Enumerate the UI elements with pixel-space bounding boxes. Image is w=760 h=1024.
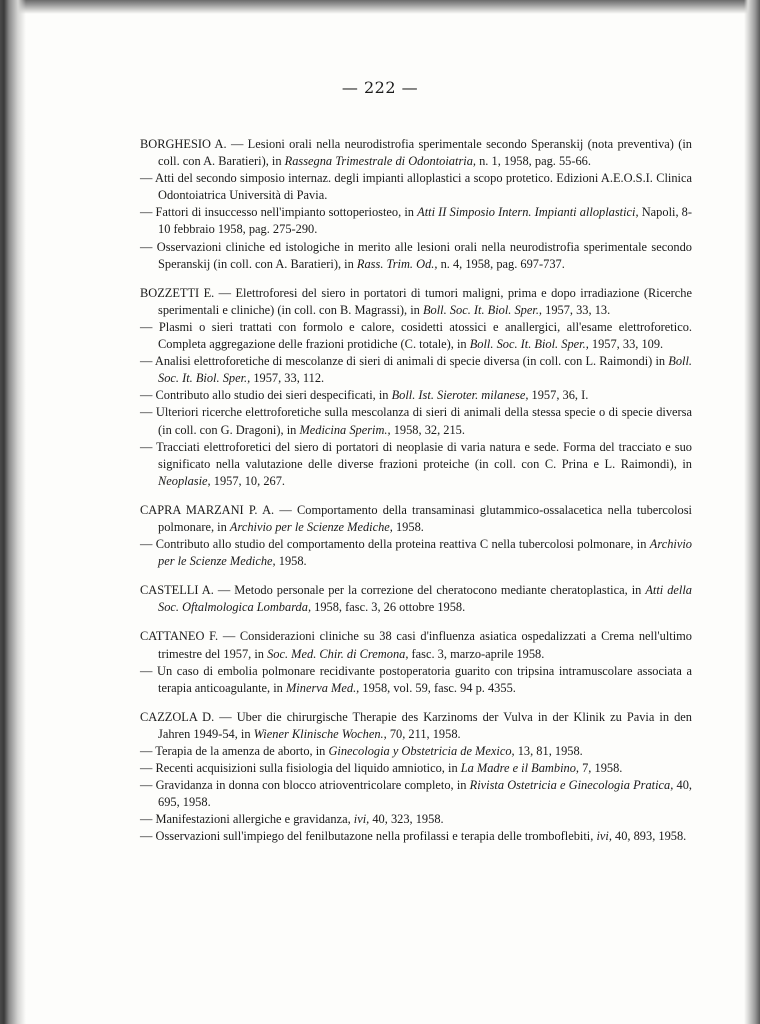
- entry-dash: —: [140, 205, 156, 220]
- entry-text: Ulteriori ricerche elettroforetiche sulla mescolanza di sieri di animali della stessa specie o di specie diversa (in coll. con G. Dragoni), in: [155, 405, 692, 437]
- entry-text: Atti del secondo simposio internaz. degli impianti alloplastici a scopo protetico. Edizioni A.E.O.S.I. Clinica Odontoiatrica Università di Pavia.: [155, 171, 692, 203]
- author-section: [140, 285, 692, 490]
- entry-text: Contributo allo studio del comportamento della proteina reattiva C nella tubercolosi polmonare, in: [155, 537, 650, 552]
- bibliography-entry: [140, 239, 692, 273]
- entry-text: Osservazioni cliniche ed istologiche in merito alle lesioni orali nella neurodistrofia sperimentale secondo Speranskij (in coll. con A. Baratieri), in: [156, 239, 692, 271]
- bibliography-entry: [140, 828, 692, 845]
- bibliography-entry: [140, 709, 692, 743]
- entry-text: fasc. 3, marzo-aprile 1958.: [408, 646, 545, 661]
- entry-text: Lesioni orali nella neurodistrofia sperimentale secondo Speranskij (nota preventiva) (in coll. con A. Baratieri), in: [158, 137, 692, 169]
- bibliography-list: [140, 136, 692, 858]
- entry-text: Comportamento della transaminasi glutammico-ossalacetica nella tubercolosi polmonare, in: [158, 502, 692, 534]
- bibliography-entry: [140, 811, 692, 828]
- entry-text: 40, 695, 1958.: [158, 778, 692, 810]
- author-section: [140, 709, 692, 846]
- entry-author: CASTELLI A. —: [140, 583, 235, 598]
- bibliography-entry: [140, 136, 692, 170]
- entry-text: Manifestazioni allergiche e gravidanza,: [155, 812, 354, 827]
- entry-text: 1958.: [392, 519, 424, 534]
- entry-source-title: Archivio per le Scienze Mediche,: [229, 519, 393, 534]
- author-section: [140, 628, 692, 696]
- entry-text: Considerazioni cliniche su 38 casi d'influenza asiatica ospedalizzati a Crema nell'ultimo trimestre del 1957, in: [158, 629, 692, 661]
- entry-text: Analisi elettroforetiche di mescolanze di sieri di animali di specie diversa (in coll. con L. Raimondi) in: [154, 354, 669, 369]
- entry-author: BORGHESIO A. —: [140, 137, 248, 151]
- entry-text: Terapia de la amenza de aborto, in: [155, 744, 329, 758]
- entry-dash: —: [140, 537, 156, 552]
- entry-source-title: Boll. Ist. Sieroter. milanese,: [391, 388, 529, 403]
- entry-source-title: Ginecologia y Obstetricia de Mexico,: [328, 744, 515, 758]
- bibliography-entry: [140, 663, 692, 697]
- entry-source-title: ivi,: [596, 829, 612, 844]
- page-number: — 222 —: [341, 78, 419, 97]
- entry-text: Plasmi o sieri trattati con formolo e calore, cosidetti atossici e anallergici, all'esame elettroforetico. Completa aggregazione delle frazioni protidiche (C. totale), in: [158, 319, 692, 352]
- bibliography-entry: [140, 439, 692, 490]
- entry-source-title: Minerva Med.,: [285, 680, 360, 695]
- entry-source-title: Archivio per le Scienze Mediche,: [158, 537, 692, 569]
- entry-source-title: Boll. Soc. It. Biol. Sper.,: [422, 302, 543, 317]
- entry-text: 13, 81, 1958.: [514, 744, 583, 758]
- entry-dash: —: [140, 812, 156, 827]
- scan-top-edge: [0, 0, 760, 14]
- entry-dash: —: [140, 761, 156, 776]
- author-section: [140, 582, 692, 616]
- entry-dash: —: [140, 171, 156, 186]
- entry-author: CAZZOLA D. —: [140, 709, 237, 724]
- entry-text: 1957, 33, 13.: [542, 302, 611, 317]
- entry-dash: —: [140, 388, 156, 403]
- entry-text: 1957, 36, I.: [528, 388, 589, 403]
- bibliography-entry: [140, 777, 692, 811]
- entry-source-title: Wiener Klinische Wochen.,: [253, 726, 387, 741]
- entry-dash: —: [140, 778, 156, 793]
- entry-text: Tracciati elettroforetici del siero di portatori di neoplasie di varia natura e sede. Forma del tracciato e suo significato nella valutazione delle diverse frazioni proteiche (in coll. con C. Prina e L. Raimondi), in: [156, 439, 692, 471]
- entry-text: 1958, vol. 59, fasc. 94 p. 4355.: [359, 680, 516, 695]
- bibliography-entry: [140, 536, 692, 570]
- bibliography-entry: [140, 319, 692, 353]
- entry-author: CATTANEO F. —: [140, 629, 240, 644]
- bibliography-entry: [140, 170, 692, 204]
- entry-text: n. 1, 1958, pag. 55-66.: [476, 154, 591, 169]
- entry-text: Metodo personale per la correzione del cheratocono mediante cheratoplastica, in: [234, 583, 646, 598]
- scan-binding-edge: [0, 0, 26, 1024]
- entry-author: BOZZETTI E. —: [140, 285, 236, 300]
- entry-author: CAPRA MARZANI P. A. —: [140, 502, 297, 517]
- bibliography-entry: [140, 760, 692, 777]
- bibliography-entry: [140, 204, 692, 238]
- entry-text: 40, 893, 1958.: [611, 829, 687, 844]
- entry-dash: —: [140, 405, 156, 420]
- entry-dash: —: [140, 354, 155, 369]
- entry-source-title: Boll. Soc. It. Biol. Sper.,: [469, 337, 589, 352]
- entry-text: 1958.: [275, 554, 307, 569]
- bibliography-entry: [140, 404, 692, 438]
- entry-text: 1957, 33, 109.: [588, 337, 664, 352]
- entry-dash: —: [140, 319, 159, 334]
- entry-dash: —: [140, 744, 156, 758]
- entry-source-title: Atti II Simposio Intern. Impianti alloplastici,: [417, 205, 639, 220]
- entry-source-title: Medicina Sperim.,: [299, 422, 391, 437]
- entry-text: Contributo allo studio dei sieri despecificati, in: [155, 388, 392, 403]
- entry-source-title: Atti della Soc. Oftalmologica Lombarda,: [158, 583, 692, 615]
- entry-text: Osservazioni sull'impiego del fenilbutazone nella profilassi e terapia delle tromboflebiti,: [155, 829, 597, 844]
- bibliography-entry: [140, 502, 692, 536]
- entry-text: Fattori di insuccesso nell'impianto sottoperiosteo, in: [155, 205, 418, 220]
- entry-text: n. 4, 1958, pag. 697-737.: [437, 256, 565, 271]
- entry-source-title: La Madre e il Bambino,: [460, 761, 580, 776]
- entry-dash: —: [140, 829, 156, 844]
- entry-text: Un caso di embolia polmonare recidivante postoperatoria guarito con tripsina intramuscolare associata a terapia anticoagulante, in: [157, 663, 692, 695]
- entry-source-title: Rass. Trim. Od.,: [356, 256, 438, 271]
- entry-source-title: Boll. Soc. It. Biol. Sper.,: [158, 354, 692, 386]
- entry-source-title: Rassegna Trimestrale di Odontoiatria,: [284, 154, 477, 169]
- entry-text: 7, 1958.: [579, 761, 623, 776]
- author-section: [140, 502, 692, 570]
- entry-source-title: Soc. Med. Chir. di Cremona,: [267, 646, 409, 661]
- bibliography-entry: [140, 353, 692, 387]
- bibliography-entry: [140, 628, 692, 662]
- entry-text: 1957, 33, 112.: [250, 371, 325, 386]
- entry-text: Gravidanza in donna con blocco atrioventricolare completo, in: [155, 778, 470, 793]
- scan-right-edge: [744, 0, 760, 1024]
- entry-text: Uber die chirurgische Therapie des Karzinoms der Vulva in der Klinik zu Pavia in den Jahren 1949-54, in: [158, 709, 692, 741]
- entry-text: 1958, fasc. 3, 26 ottobre 1958.: [311, 600, 466, 615]
- entry-text: 70, 211, 1958.: [386, 726, 461, 741]
- bibliography-entry: [140, 387, 692, 404]
- entry-text: Napoli, 8-10 febbraio 1958, pag. 275-290.: [158, 205, 693, 237]
- bibliography-entry: [140, 285, 692, 319]
- bibliography-entry: [140, 582, 692, 616]
- entry-dash: —: [140, 239, 157, 254]
- entry-text: 1957, 10, 267.: [210, 473, 285, 488]
- entry-text: Elettroforesi del siero in portatori di tumori maligni, prima e dopo irradiazione (Ricerche sperimentali e cliniche) (in coll. con B. Magrassi), in: [158, 285, 692, 317]
- entry-dash: —: [140, 663, 158, 678]
- entry-text: Recenti acquisizioni sulla fisiologia del liquido amniotico, in: [155, 761, 461, 776]
- author-section: [140, 136, 692, 273]
- entry-source-title: Neoplasie,: [158, 473, 211, 488]
- entry-source-title: ivi,: [353, 812, 370, 827]
- entry-text: 40, 323, 1958.: [369, 812, 444, 827]
- bibliography-entry: [140, 743, 692, 760]
- entry-text: 1958, 32, 215.: [390, 422, 465, 437]
- entry-source-title: Rivista Ostetricia e Ginecologia Pratica,: [469, 778, 674, 793]
- entry-dash: —: [140, 439, 157, 454]
